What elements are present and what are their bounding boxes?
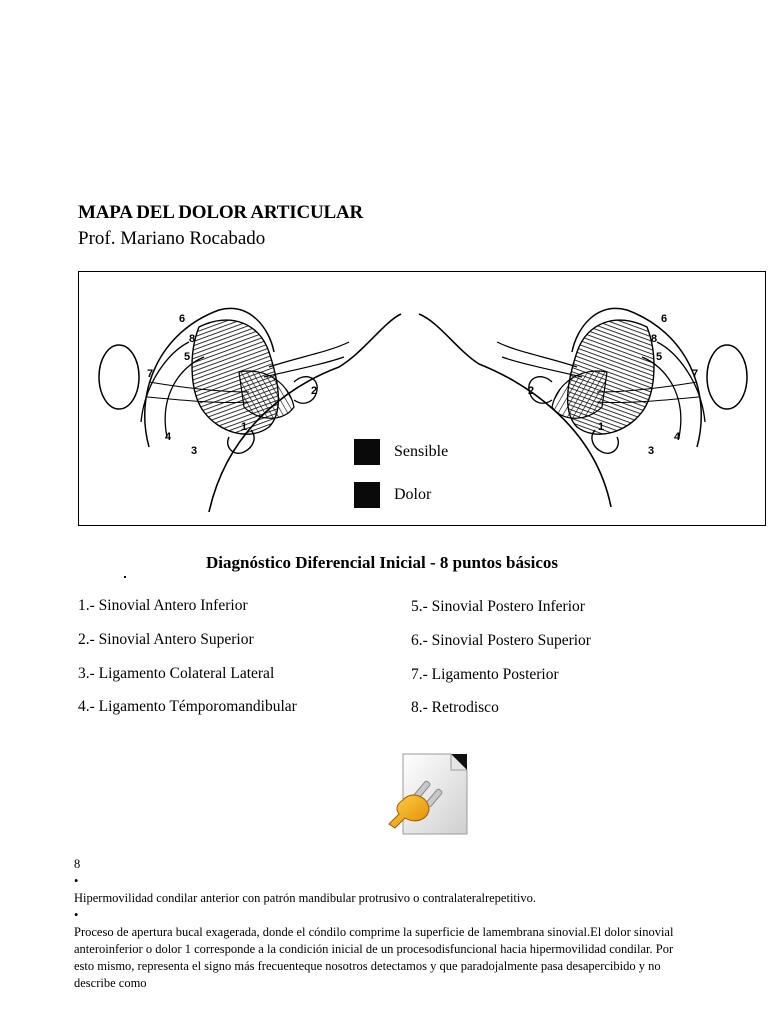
svg-text:8: 8	[651, 333, 658, 345]
point-1: 1.- Sinovial Antero Inferior	[78, 597, 248, 614]
svg-text:4: 4	[674, 431, 681, 443]
svg-text:3: 3	[191, 445, 198, 457]
document-title: MAPA DEL DOLOR ARTICULAR	[78, 202, 364, 223]
body-number: 8	[74, 857, 81, 871]
svg-text:7: 7	[692, 368, 699, 380]
svg-text:1: 1	[598, 421, 605, 433]
legend-swatch-dolor	[354, 482, 380, 508]
legend-dolor	[354, 482, 431, 508]
stray-mark	[124, 576, 126, 578]
point-3: 3.- Ligamento Colateral Lateral	[78, 665, 275, 682]
left-joint	[99, 308, 349, 457]
point-2: 2.- Sinovial Antero Superior	[78, 631, 254, 648]
svg-text:6: 6	[661, 313, 668, 325]
point-6: 6.- Sinovial Postero Superior	[411, 632, 591, 649]
document-author: Prof. Mariano Rocabado	[78, 228, 266, 249]
point-8: 8.- Retrodisco	[411, 699, 499, 716]
point-7: 7.- Ligamento Posterior	[411, 666, 559, 683]
body-text	[74, 856, 674, 992]
svg-text:2: 2	[528, 385, 535, 397]
point-4: 4.- Ligamento Témporomandibular	[78, 698, 297, 715]
right-joint	[497, 308, 747, 453]
svg-text:7: 7	[147, 368, 154, 380]
svg-text:6: 6	[179, 313, 186, 325]
legend-swatch-sensible	[354, 439, 380, 465]
svg-text:5: 5	[184, 351, 191, 363]
plugin-icon[interactable]	[383, 752, 469, 836]
svg-text:3: 3	[648, 445, 655, 457]
body-paragraph-2: Proceso de apertura bucal exagerada, donde el cóndilo comprime la superficie de lamembrana sinovial.El dolor sinovial anteroinferior o dolor 1 corresponde a la condición inicial de un procesodisfuncional hacia hipermovilidad condilar. Por esto mismo, representa el signo más frecuenteque nosotros detectamos y que paradojalmente pasa desapercibido y no describe como	[74, 925, 674, 990]
svg-text:2: 2	[311, 385, 318, 397]
svg-text:5: 5	[656, 351, 663, 363]
tmj-pain-map-figure	[78, 271, 766, 526]
diagnosis-title: Diagnóstico Diferencial Inicial - 8 puntos básicos	[206, 553, 558, 572]
bullet: •	[74, 908, 79, 922]
svg-text:1: 1	[241, 421, 248, 433]
bullet: •	[74, 874, 79, 888]
svg-text:4: 4	[165, 431, 172, 443]
svg-text:8: 8	[189, 333, 196, 345]
point-5: 5.- Sinovial Postero Inferior	[411, 598, 585, 615]
body-paragraph-1: Hipermovilidad condilar anterior con patrón mandibular protrusivo o contralateralrepetitivo.	[74, 891, 536, 905]
legend-label-sensible: Sensible	[394, 443, 449, 460]
legend-label-dolor: Dolor	[394, 486, 432, 503]
legend-sensible	[354, 439, 448, 465]
